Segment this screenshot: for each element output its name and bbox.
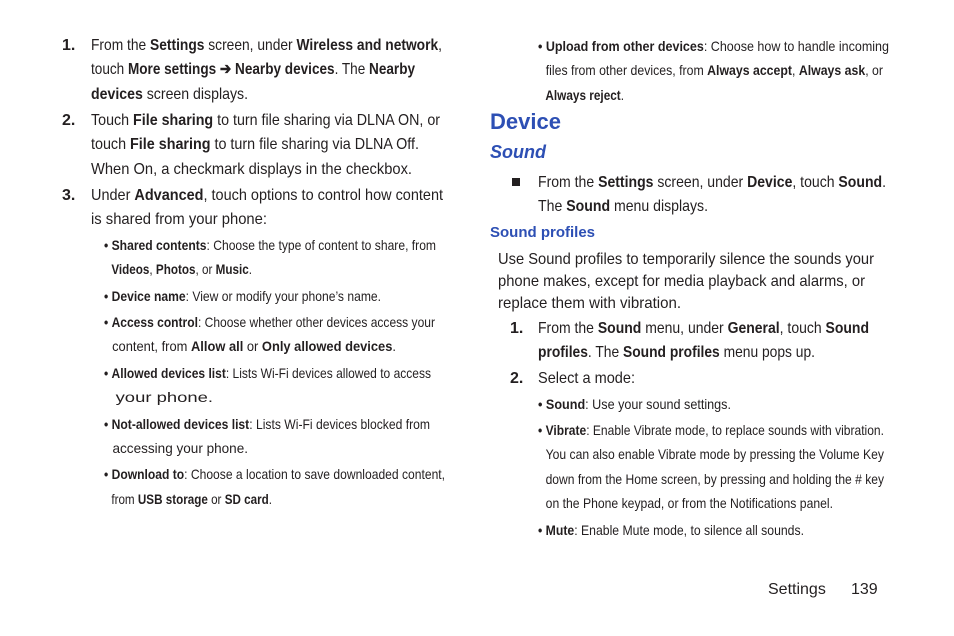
- square-bullet-icon: [512, 178, 520, 186]
- bullet-access-control-cont: content, from Allow all or Only allowed devices.: [112, 338, 396, 354]
- step1-line2: touch More settings ➔ Nearby devices. The Nearby: [91, 61, 416, 78]
- sound-step-line2: The Sound menu displays.: [538, 198, 708, 215]
- mode-vibrate: • Vibrate: Enable Vibrate mode, to replace sounds with vibration.: [538, 422, 884, 438]
- profiles-step1-line1: From the Sound menu, under General, touch Sound: [538, 320, 870, 337]
- step3-line2: is shared from your phone:: [91, 211, 267, 228]
- step2-line2: touch File sharing to turn file sharing via DLNA Off.: [91, 136, 419, 153]
- bullet-upload-from-other-devices: • Upload from other devices: Choose how to handle incoming: [538, 38, 889, 54]
- footer-section-name: Settings: [768, 581, 826, 598]
- step-number: 2.: [510, 370, 524, 387]
- bullet-allowed-devices-cont: your phone.: [115, 389, 213, 405]
- mode-sound: • Sound: Use your sound settings.: [538, 396, 731, 412]
- bullet-not-allowed-devices-cont: accessing your phone.: [112, 440, 249, 456]
- sound-step-line1: From the Settings screen, under Device, touch Sound.: [538, 174, 886, 191]
- bullet-upload-cont2: Always reject.: [545, 87, 625, 103]
- step2-line3: When On, a checkmark displays in the checkbox.: [91, 161, 413, 178]
- bullet-access-control: • Access control: Choose whether other devices access your: [104, 314, 435, 330]
- bullet-not-allowed-devices: • Not-allowed devices list: Lists Wi-Fi devices blocked from: [104, 416, 431, 432]
- bullet-download-to: • Download to: Choose a location to save downloaded content,: [104, 466, 446, 482]
- bullet-upload-cont: files from other devices, from Always accept, Always ask, or: [545, 62, 883, 78]
- mode-vibrate-cont: You can also enable Vibrate mode by pressing the Volume Key: [545, 446, 884, 462]
- step-number: 2.: [62, 112, 76, 129]
- profiles-step1-line2: profiles. The Sound profiles menu pops up.: [538, 344, 816, 361]
- heading-device: Device: [490, 109, 561, 134]
- page-number: 139: [851, 581, 878, 598]
- step-number: 3.: [62, 187, 76, 204]
- mode-vibrate-cont2: down from the Home screen, by pressing and holding the # key: [545, 471, 884, 487]
- step-number: 1.: [510, 320, 524, 337]
- step1-line3: devices screen displays.: [91, 86, 249, 103]
- bullet-device-name: • Device name: View or modify your phone’s name.: [104, 288, 382, 304]
- intro-line1: Use Sound profiles to temporarily silence the sounds your: [498, 251, 875, 268]
- mode-mute: • Mute: Enable Mute mode, to silence all sounds.: [538, 522, 804, 538]
- bullet-download-to-cont: from USB storage or SD card.: [111, 491, 272, 507]
- heading-sound: Sound: [490, 142, 546, 162]
- step3-line1: Under Advanced, touch options to control how content: [91, 187, 444, 204]
- step1-line1: From the Settings screen, under Wireless and network,: [91, 37, 442, 54]
- intro-line2: phone makes, except for media playback and alarms, or: [498, 273, 866, 290]
- step2-line1: Touch File sharing to turn file sharing via DLNA ON, or: [91, 112, 441, 129]
- bullet-shared-contents-cont: Videos, Photos, or Music.: [111, 261, 252, 277]
- intro-line3: replace them with vibration.: [498, 295, 682, 312]
- heading-sound-profiles: Sound profiles: [490, 224, 595, 241]
- bullet-allowed-devices: • Allowed devices list: Lists Wi-Fi devices allowed to access: [104, 365, 431, 381]
- mode-vibrate-cont3: on the Phone keypad, or from the Notifications panel.: [545, 495, 834, 511]
- profiles-step2-line1: Select a mode:: [538, 370, 636, 387]
- step-number: 1.: [62, 37, 76, 54]
- bullet-shared-contents: • Shared contents: Choose the type of content to share, from: [104, 237, 437, 253]
